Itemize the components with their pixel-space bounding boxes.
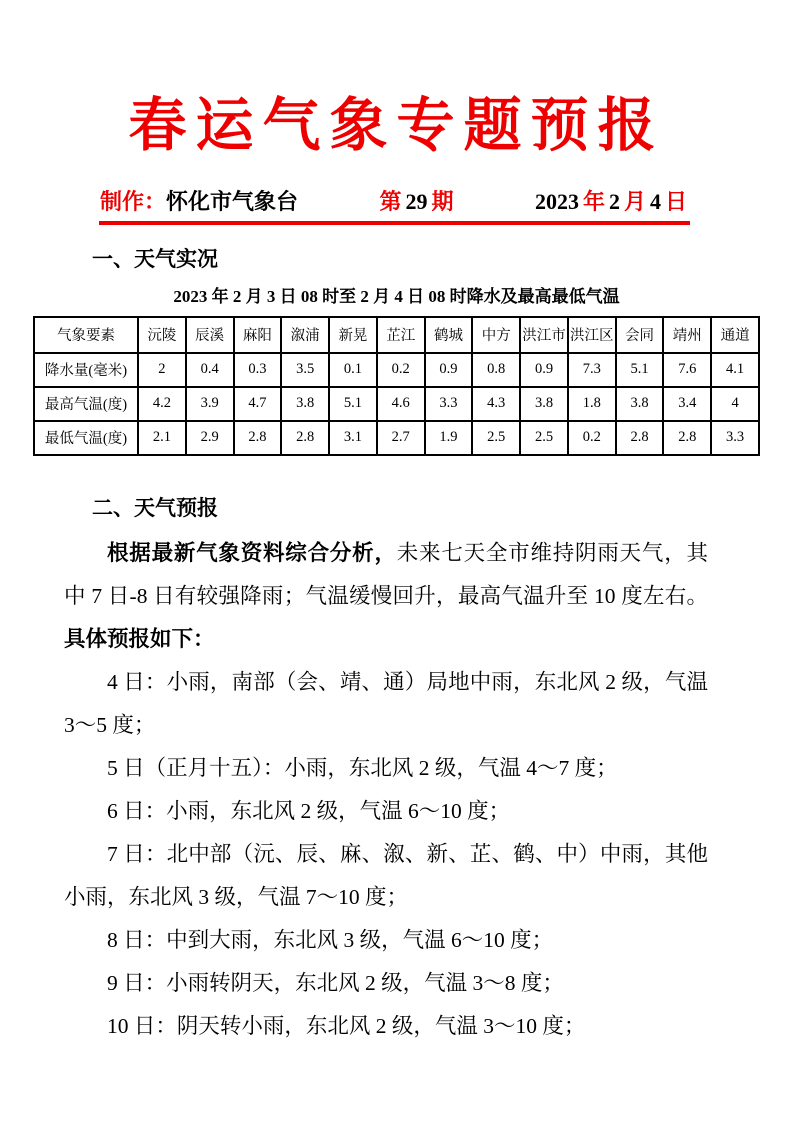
row-header: 最低气温(度) <box>34 421 138 455</box>
table-cell: 4.1 <box>711 353 759 387</box>
table-row <box>34 421 759 455</box>
table-cell: 7.6 <box>663 353 711 387</box>
table-cell: 4.6 <box>377 387 425 421</box>
issue-suffix: 期 <box>431 188 454 214</box>
table-cell: 0.3 <box>234 353 282 387</box>
table-cell: 3.3 <box>711 421 759 455</box>
section-forecast-heading: 二、天气预报 <box>92 495 218 520</box>
table-cell: 7.3 <box>568 353 616 387</box>
red-divider <box>99 221 690 225</box>
issue-date <box>535 187 691 217</box>
table-cell: 4.2 <box>138 387 186 421</box>
table-cell: 3.1 <box>329 421 377 455</box>
table-cell: 1.8 <box>568 387 616 421</box>
column-header: 洪江区 <box>568 317 616 353</box>
doc-title: 春运气象专题预报 <box>128 91 665 159</box>
table-cell: 3.3 <box>425 387 473 421</box>
date-month: 2 <box>608 188 620 214</box>
table-cell: 0.9 <box>425 353 473 387</box>
table-cell: 4.7 <box>234 387 282 421</box>
table-cell: 3.8 <box>281 387 329 421</box>
row-header: 降水量(毫米) <box>34 353 138 387</box>
forecast-intro-paragraph <box>64 532 708 661</box>
forecast-item: 6 日：小雨，东北风 2 级，气温 6～10 度； <box>107 798 511 823</box>
column-header: 鹤城 <box>425 317 473 353</box>
column-header: 靖州 <box>663 317 711 353</box>
table-cell: 0.1 <box>329 353 377 387</box>
forecast-intro-text: 未来七天全市维持阴雨天气，其中 7 日-8 日有较强降雨；气温缓慢回升，最高气温升至 10 度左右。 <box>64 540 708 608</box>
column-header: 沅陵 <box>138 317 186 353</box>
table-cell: 2.5 <box>520 421 568 455</box>
date-year-unit: 年 <box>582 188 605 214</box>
forecast-item: 10 日：阴天转小雨，东北风 2 级，气温 3～10 度； <box>107 1013 586 1038</box>
weather-table-title: 2023 年 2 月 3 日 08 时至 2 月 4 日 08 时降水及最高最低气温 <box>173 286 620 306</box>
column-header: 通道 <box>711 317 759 353</box>
table-cell: 0.2 <box>377 353 425 387</box>
date-day: 4 <box>649 188 661 214</box>
table-cell: 5.1 <box>616 353 664 387</box>
issue-number: 29 <box>405 188 428 214</box>
date-month-unit: 月 <box>623 188 646 214</box>
forecast-item: 9 日：小雨转阴天，东北风 2 级，气温 3～8 度； <box>107 970 564 995</box>
table-cell: 2.8 <box>234 421 282 455</box>
meta-row <box>100 187 691 217</box>
date-year: 2023 <box>534 188 579 214</box>
table-row <box>34 353 759 387</box>
forecast-body <box>64 532 708 1048</box>
column-header: 中方 <box>472 317 520 353</box>
producer-info <box>100 187 298 217</box>
column-header: 麻阳 <box>234 317 282 353</box>
column-header: 会同 <box>616 317 664 353</box>
table-cell: 3.8 <box>520 387 568 421</box>
table-cell: 4.3 <box>472 387 520 421</box>
column-header: 新晃 <box>329 317 377 353</box>
table-header-row <box>34 317 759 353</box>
producer-label: 制作： <box>100 188 167 214</box>
table-cell: 1.9 <box>425 421 473 455</box>
table-cell: 3.4 <box>663 387 711 421</box>
table-cell: 2.1 <box>138 421 186 455</box>
table-cell: 3.5 <box>281 353 329 387</box>
table-cell: 2.7 <box>377 421 425 455</box>
producer-name: 怀化市气象台 <box>166 188 299 214</box>
column-header: 芷江 <box>377 317 425 353</box>
table-cell: 0.8 <box>472 353 520 387</box>
table-cell: 5.1 <box>329 387 377 421</box>
table-cell: 2.8 <box>616 421 664 455</box>
table-cell: 2.5 <box>472 421 520 455</box>
issue-prefix: 第 <box>379 188 402 214</box>
table-cell: 2.8 <box>281 421 329 455</box>
table-cell: 3.8 <box>616 387 664 421</box>
date-day-unit: 日 <box>664 188 687 214</box>
forecast-item: 7 日：北中部（沅、辰、麻、溆、新、芷、鹤、中）中雨，其他小雨，东北风 3 级，气温 7～10 度； <box>64 841 708 909</box>
weather-table <box>33 316 760 456</box>
forecast-item: 5 日（正月十五）：小雨，东北风 2 级，气温 4～7 度； <box>107 755 618 780</box>
table-cell: 2.8 <box>663 421 711 455</box>
forecast-item: 8 日：中到大雨，东北风 3 级，气温 6～10 度； <box>107 927 554 952</box>
table-cell: 2.9 <box>186 421 234 455</box>
issue-info <box>379 187 453 217</box>
column-header: 气象要素 <box>34 317 138 353</box>
forecast-intro-lead: 根据最新气象资料综合分析， <box>107 540 397 565</box>
table-cell: 3.9 <box>186 387 234 421</box>
column-header: 洪江市 <box>520 317 568 353</box>
table-cell: 0.2 <box>568 421 616 455</box>
section-observation-heading: 一、天气实况 <box>92 246 218 271</box>
table-row <box>34 387 759 421</box>
forecast-intro-tail: 具体预报如下： <box>64 626 215 651</box>
table-cell: 2 <box>138 353 186 387</box>
table-cell: 4 <box>711 387 759 421</box>
forecast-item: 4 日：小雨，南部（会、靖、通）局地中雨，东北风 2 级，气温 3～5 度； <box>64 669 708 737</box>
table-cell: 0.4 <box>186 353 234 387</box>
column-header: 辰溪 <box>186 317 234 353</box>
table-cell: 0.9 <box>520 353 568 387</box>
column-header: 溆浦 <box>281 317 329 353</box>
row-header: 最高气温(度) <box>34 387 138 421</box>
